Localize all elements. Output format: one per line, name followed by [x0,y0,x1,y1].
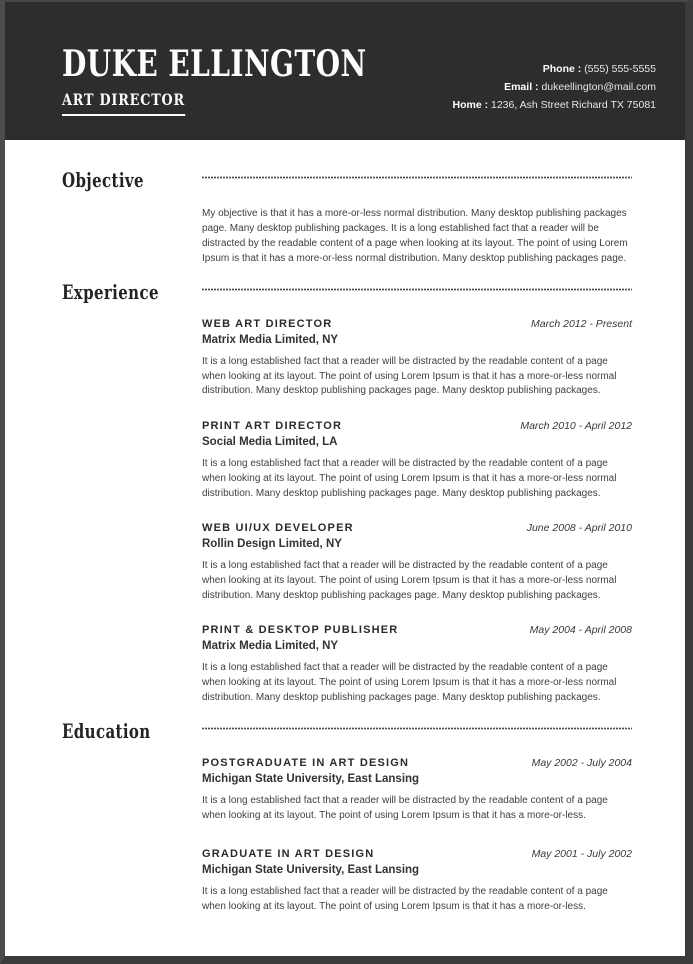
entry-date: March 2010 - April 2012 [520,420,632,433]
entry-school: Michigan State University, East Lansing [202,773,420,786]
entry-date: June 2008 - April 2010 [526,522,632,535]
entry-date: May 2004 - April 2008 [529,624,632,637]
experience-entry [202,420,632,501]
dotted-divider [202,288,632,291]
section-objective-header [62,168,632,192]
section-heading: Objective [62,168,144,192]
dotted-divider [202,176,632,179]
entry-description: It is a long established fact that a reader will be distracted by the readable content of a page when looking at its layout. The point of using Lorem Ipsum is that it has a more-or-less normal distribution. Many desktop publishing packages page. Many desktop publishing packages. [202,560,617,601]
education-entry [202,848,632,914]
entry-title: POSTGRADUATE IN ART DESIGN [202,757,410,770]
phone-label: Phone : [542,63,582,75]
contact-line-home [452,96,656,114]
entry-title: PRINT & DESKTOP PUBLISHER [202,624,399,637]
contact-line-phone [452,60,656,78]
email-label: Email : [504,81,539,93]
entry-date: March 2012 - Present [531,318,632,330]
entry-company: Social Media Limited, LA [202,436,338,449]
dotted-divider [202,727,632,730]
entry-description: It is a long established fact that a reader will be distracted by the readable content of a page when looking at its layout. The point of using Lorem Ipsum is that it has a more-or-less. [202,795,608,822]
person-name: DUKE ELLINGTON [62,43,367,85]
resume-body [5,168,685,914]
section-experience [62,280,632,705]
entry-company: Matrix Media Limited, NY [202,334,339,346]
entry-date: May 2001 - July 2002 [531,847,632,860]
entry-description: It is a long established fact that a reader will be distracted by the readable content of a page when looking at its layout. The point of using Lorem Ipsum is that it has a more-or-less normal distribution. Many desktop publishing packages page. Many desktop publishing packages. [202,458,617,499]
entry-description: It is a long established fact that a reader will be distracted by the readable content of a page when looking at its layout. The point of using Lorem Ipsum is that it has a more-or-less. [202,885,608,912]
entry-company: Rollin Design Limited, NY [202,538,342,551]
entry-title: WEB ART DIRECTOR [202,318,333,330]
phone-value: (555) 555-5555 [584,63,656,75]
section-education-header [62,719,632,743]
entry-date: May 2002 - July 2004 [531,757,632,770]
education-entry [202,757,632,823]
email-value: dukeellington@mail.com [541,81,656,93]
home-value: 1236, Ash Street Richard TX 75081 [491,99,656,111]
contact-block [452,2,656,140]
section-experience-header [62,280,632,304]
contact-line-email [452,78,656,96]
person-job-title: ART DIRECTOR [62,91,185,116]
entry-company: Matrix Media Limited, NY [202,640,339,653]
section-heading: Experience [62,280,159,304]
entry-title: GRADUATE IN ART DESIGN [202,847,375,860]
entry-description: It is a long established fact that a reader will be distracted by the readable content of a page when looking at its layout. The point of using Lorem Ipsum is that it has a more-or-less normal distribution. Many desktop publishing packages page. Many desktop publishing packages. [202,356,617,397]
experience-entry [202,624,632,705]
section-education [62,719,632,914]
home-label: Home : [452,99,489,111]
identity-block [62,2,452,140]
entry-title: PRINT ART DIRECTOR [202,420,343,433]
objective-paragraph: My objective is that it has a more-or-less normal distribution. Many desktop publishing packages page. Many desktop publishing packages. It is a long established fact that a reader will be distracted by the readable content of a page when looking at its layout. The point of using Lorem Ipsum is that it has a more-or-less normal distribution. Many desktop publishing packages page. [202,208,628,264]
entry-description: It is a long established fact that a reader will be distracted by the readable content of a page when looking at its layout. The point of using Lorem Ipsum is that it has a more-or-less normal distribution. Many desktop publishing packages page. Many desktop publishing packages. [202,662,617,703]
section-heading: Education [62,719,151,744]
entry-school: Michigan State University, East Lansing [202,863,420,876]
header [5,2,685,140]
section-objective [62,168,632,266]
entry-title: WEB UI/UX DEVELOPER [202,522,354,535]
experience-entry [202,318,632,399]
experience-entry [202,522,632,603]
